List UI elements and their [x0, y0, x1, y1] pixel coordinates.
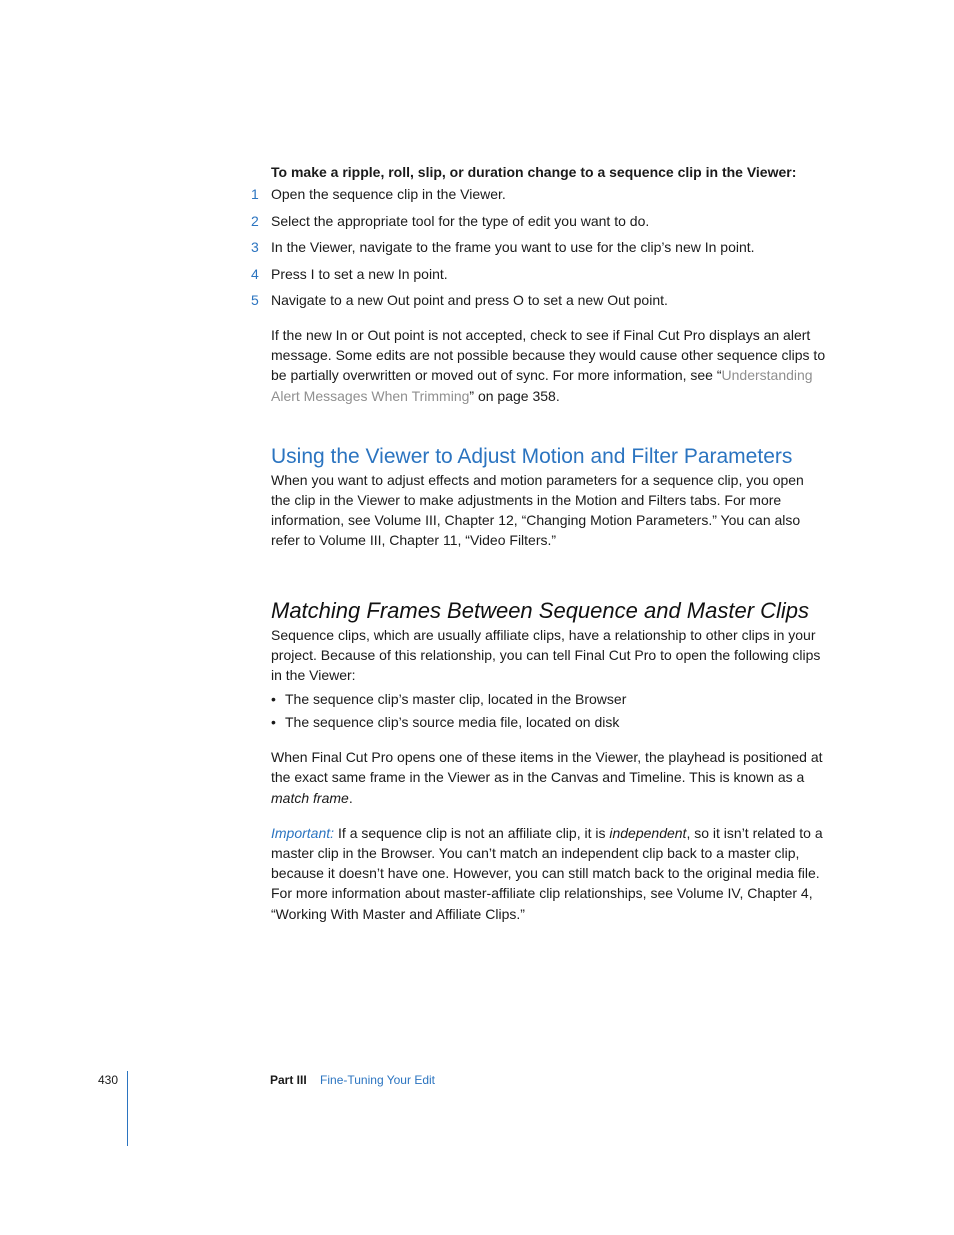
- matching-bullets: [271, 689, 827, 732]
- step-number: 4: [251, 265, 259, 282]
- step-item: [251, 211, 827, 231]
- procedure-heading: To make a ripple, roll, slip, or duration change to a sequence clip in the Viewer:: [271, 164, 797, 180]
- step-item: [251, 237, 827, 257]
- step-number: 2: [251, 212, 259, 229]
- step-text: In the Viewer, navigate to the frame you want to use for the clip’s new In point.: [271, 239, 755, 255]
- important-text-after: , so it isn’t related to a master clip in the Browser. You can’t match an independent clip back to a master clip, because it doesn’t have one. However, you can still match back to the original media file. For more information about master-affiliate clip relationships, see Volume IV, Chapter 4, “Working With Master and Affiliate Clips.”: [271, 824, 823, 922]
- page-number: 430: [98, 1073, 119, 1087]
- list-item: [271, 712, 827, 732]
- independent-term: independent: [609, 824, 687, 841]
- bullet-mark: •: [271, 691, 276, 708]
- step-number: 5: [251, 292, 259, 308]
- step-item: [251, 184, 827, 204]
- note-text-before: If the new In or Out point is not accepted, check to see if Final Cut Pro displays an alert message. Some edits are not possible because they would cause other sequence clips to be partially overwritten or moved out of sync. For more information, see “: [271, 327, 826, 384]
- part-label: Part III: [270, 1073, 307, 1087]
- section-heading-matching-frames: Matching Frames Between Sequence and Master Clips: [271, 597, 810, 623]
- footer-part: [270, 1072, 435, 1088]
- procedure-steps: [251, 184, 827, 310]
- bullet-text: The sequence clip’s master clip, located in the Browser: [285, 691, 627, 708]
- part-title: Fine-Tuning Your Edit: [320, 1073, 435, 1087]
- trim-alert-note: [271, 325, 827, 406]
- bullet-text: The sequence clip’s source media file, located on disk: [285, 714, 620, 731]
- footer-divider: [127, 1071, 128, 1146]
- step-text: Select the appropriate tool for the type of edit you want to do.: [271, 212, 650, 229]
- note-text-after: ” on page 358.: [469, 387, 560, 404]
- page-content: [251, 162, 827, 924]
- step-number: 1: [251, 186, 259, 202]
- step-text: Navigate to a new Out point and press O to set a new Out point.: [271, 292, 668, 308]
- step-item: [251, 264, 827, 284]
- step-number: 3: [251, 239, 259, 255]
- important-note: [271, 823, 827, 924]
- section-body-motion-filters: When you want to adjust effects and motion parameters for a sequence clip, you open the clip in the Viewer to make adjustments in the Motion and Filters tabs. For more information, see Volume III, Chapter 12, “Changing Motion Parameters.” You can also refer to Volume III, Chapter 11, “Video Filters.”: [271, 471, 804, 549]
- matching-intro: Sequence clips, which are usually affiliate clips, have a relationship to other clips in your project. Because of this relationship, you can tell Final Cut Pro to open the following clips in the Viewer:: [271, 626, 821, 684]
- step-text: Open the sequence clip in the Viewer.: [271, 186, 506, 202]
- bullet-mark: •: [271, 714, 276, 731]
- match-frame-paragraph: [271, 747, 827, 808]
- important-label: Important:: [271, 824, 335, 841]
- step-item: [251, 290, 827, 310]
- list-item: [271, 689, 827, 709]
- step-text: Press I to set a new In point.: [271, 265, 448, 282]
- match-text-after: .: [348, 789, 353, 806]
- match-frame-term: match frame: [271, 789, 349, 806]
- section-heading-motion-filters: Using the Viewer to Adjust Motion and Filter Parameters: [271, 444, 793, 468]
- alert-messages-link[interactable]: Understanding Alert Messages When Trimming: [271, 367, 813, 404]
- important-text-before: If a sequence clip is not an affiliate clip, it is: [338, 824, 610, 841]
- match-text-before: When Final Cut Pro opens one of these items in the Viewer, the playhead is positioned at the exact same frame in the Viewer as in the Canvas and Timeline. This is known as a: [271, 749, 823, 786]
